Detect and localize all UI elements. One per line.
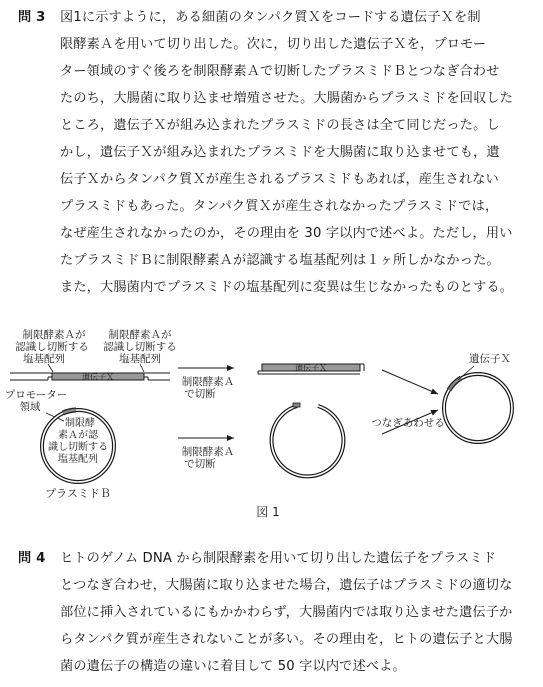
plasmid-site-label <box>48 416 108 465</box>
leader-line <box>140 364 144 372</box>
site-label-left-line: 認識し切断する <box>15 341 89 353</box>
question-3-line: また，大腸菌内でプラスミドの塩基配列に変異は生じなかったものとする。 <box>60 280 514 295</box>
gene-x-fragment-label: 遺伝子Ｘ <box>295 363 327 373</box>
ligate-label: つなぎあわせる <box>371 417 445 429</box>
cut-label-bottom-line: で切断 <box>184 458 216 470</box>
cut-label-top-line: 制限酵素Ａ <box>181 376 235 388</box>
cut-label-top <box>182 375 235 400</box>
gene-x-bar-label: 遺伝子Ｘ <box>82 372 114 382</box>
site-label-right-line: 塩基配列 <box>119 353 161 365</box>
plasmid-site-label-line: 素Ａが認 <box>58 430 98 441</box>
question-3-line: ター領域のすぐ後ろを制限酵素Ａで切断したプラスミドＢとつなぎ合わせ <box>60 64 500 79</box>
question-3-line: たのち，大腸菌に取り込ませ増殖させた。大腸菌からプラスミドを回収した <box>60 91 514 106</box>
site-label-left-line: 制限酵素Ａが <box>22 329 86 341</box>
plasmid-site-label-line: 識し切断する <box>48 442 108 453</box>
site-label-right-line: 制限酵素Ａが <box>108 329 172 341</box>
promoter-label <box>5 389 68 413</box>
question-3-line: かし，遺伝子Ｘが組み込まれたプラスミドを大腸菌に取り込ませても，遺 <box>60 145 500 160</box>
recombinant-plasmid <box>444 374 512 442</box>
question-3-line: たプラスミドＢに制限酵素Ａが認識する塩基配列は１ヶ所しかなかった。 <box>60 253 500 268</box>
question-3-line: なぜ産生されなかったのか，その理由を 30 字以内で述べよ。ただし，用い <box>60 226 513 241</box>
question-3-line: プラスミドもあった。タンパク質Ｘが産生されなかったプラスミドでは， <box>60 199 499 214</box>
question-3-number: 問 3 <box>18 10 46 25</box>
question-4 <box>18 545 528 680</box>
promoter-label-line: プロモーター <box>4 389 68 401</box>
leader-line <box>48 364 53 372</box>
question-4-line: らタンパク質が産生されないことが多い。その理由を，ヒトの遺伝子と大腸 <box>60 632 513 647</box>
question-3 <box>18 4 528 301</box>
cut-label-bottom <box>182 445 235 470</box>
figure-caption: 図 1 <box>256 505 280 519</box>
question-4-line: とつなぎ合わせ，大腸菌に取り込ませた場合，遺伝子はプラスミドの適切な <box>60 578 513 593</box>
question-4-line: 部位に挿入されているにもかかわらず，大腸菌内では取り込ませた遺伝子か <box>60 605 513 620</box>
question-4-line: 菌の遺伝子の構造の違いに着目して 50 字以内で述べよ。 <box>60 659 406 674</box>
site-label-right <box>103 328 177 365</box>
site-label-right-line: 認識し切断する <box>103 341 177 353</box>
figure-1 <box>0 318 543 528</box>
promoter-label-line: 領域 <box>19 401 41 413</box>
gene-x-fragment <box>258 363 364 375</box>
question-3-line: 限酵素Ａを用いて切り出した。次に，切り出した遺伝子Ｘを，プロモー <box>60 37 487 52</box>
question-3-line: 伝子Ｘからタンパク質Ｘが産生されるプラスミドもあれば，産生されない <box>60 172 499 187</box>
figure-1-diagram <box>0 318 543 528</box>
question-3-line: ところ，遺伝子Ｘが組み込まれたプラスミドの長さは全て同じだった。し <box>60 118 500 133</box>
site-label-left <box>15 328 89 365</box>
question-3-line: 図1に示すように，ある細菌のタンパク質Ｘをコードする遺伝子Ｘを制 <box>60 10 481 25</box>
plasmid-b-label: プラスミドＢ <box>45 487 111 500</box>
plasmid-site-label-line: 制限酵 <box>65 418 95 429</box>
cut-label-top-line: で切断 <box>184 388 216 400</box>
plasmid-site-label-line: 塩基配列 <box>58 454 98 465</box>
site-label-left-line: 塩基配列 <box>23 353 65 365</box>
arrow-ligate-top <box>382 370 438 394</box>
question-4-line: ヒトのゲノム DNA から制限酵素を用いて切り出した遺伝子をプラスミド <box>60 551 497 566</box>
genomic-dna-strand <box>10 372 170 382</box>
cut-plasmid <box>272 403 344 476</box>
cut-label-bottom-line: 制限酵素Ａ <box>181 446 235 458</box>
gene-x-final-label: 遺伝子Ｘ <box>469 353 511 365</box>
question-4-number: 問 4 <box>18 551 46 566</box>
